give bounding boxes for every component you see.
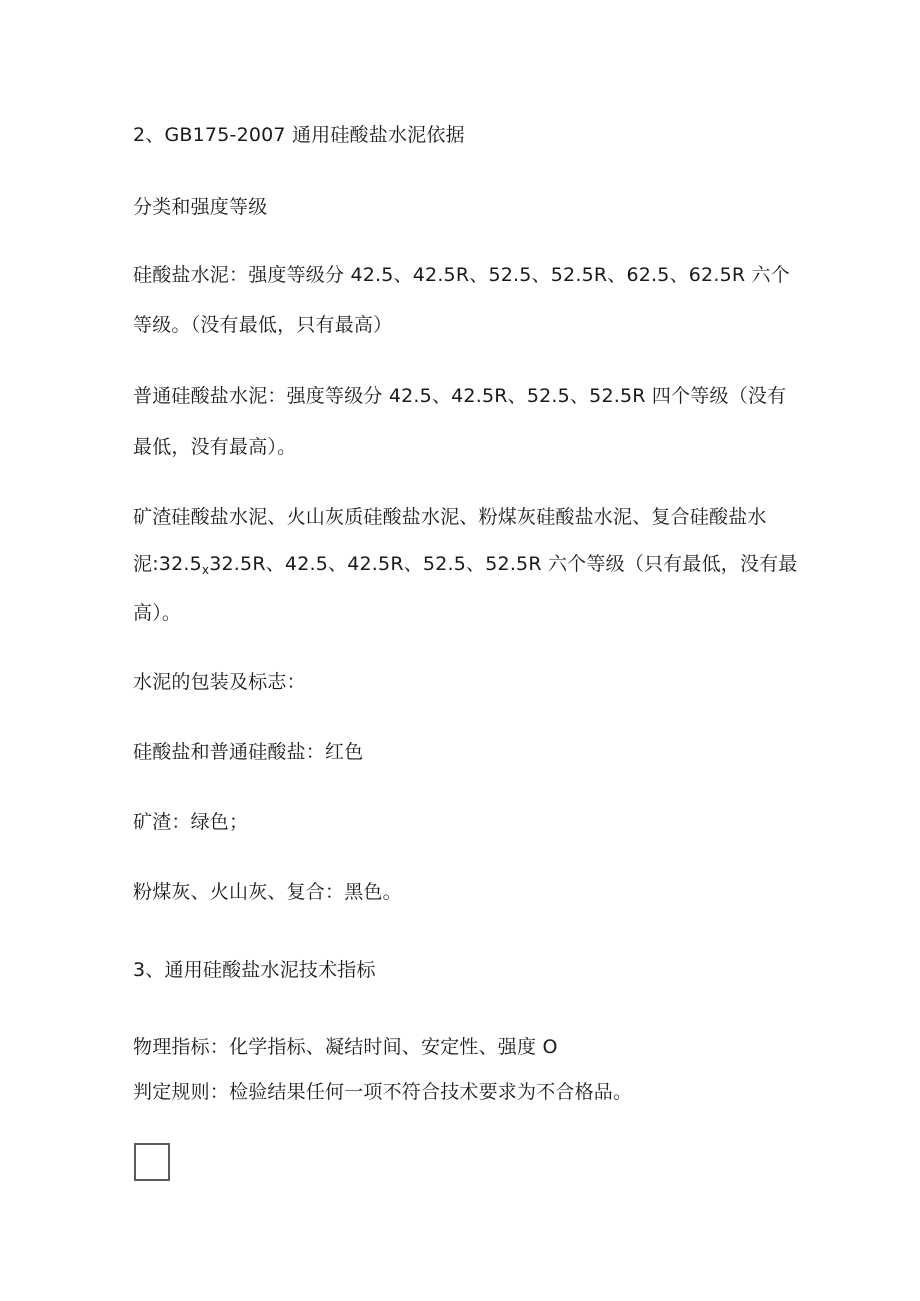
subheading: 水泥的包装及标志： [133,671,306,693]
paragraph-line: 粉煤灰、火山灰、复合：黑色。 [133,881,402,903]
paragraph-line: 硅酸盐和普通硅酸盐：红色 [133,741,364,763]
paragraph-line: 高）。 [133,602,182,624]
subscript-text: x [201,563,210,577]
paragraph-line: 最低，没有最高）。 [133,436,297,458]
paragraph-line: 判定规则：检验结果任何一项不符合技术要求为不合格品。 [133,1081,633,1103]
paragraph-line: 硅酸盐水泥：强度等级分 42.5、42.5R、52.5、52.5R、62.5、62.5R 六个 [133,264,790,286]
section-heading: 2、GB175-2007 通用硅酸盐水泥依据 [133,124,465,146]
paragraph-line: 等级。（没有最低，只有最高） [133,314,393,336]
paragraph-line [133,552,813,582]
paragraph-line: 物理指标：化学指标、凝结时间、安定性、强度 O [133,1036,558,1058]
subheading: 分类和强度等级 [133,196,268,218]
text-run: 泥:32.5 [133,553,202,575]
paragraph-line: 矿渣：绿色； [133,811,249,833]
text-run: 32.5R、42.5、42.5R、52.5、52.5R 六个等级（只有最低，没有最 [209,553,798,575]
paragraph-line: 普通硅酸盐水泥：强度等级分 42.5、42.5R、52.5、52.5R 四个等级（没有 [133,385,787,407]
paragraph-line: 矿渣硅酸盐水泥、火山灰质硅酸盐水泥、粉煤灰硅酸盐水泥、复合硅酸盐水 [133,506,767,528]
checkbox[interactable] [134,1143,170,1181]
section-heading: 3、通用硅酸盐水泥技术指标 [133,959,376,981]
